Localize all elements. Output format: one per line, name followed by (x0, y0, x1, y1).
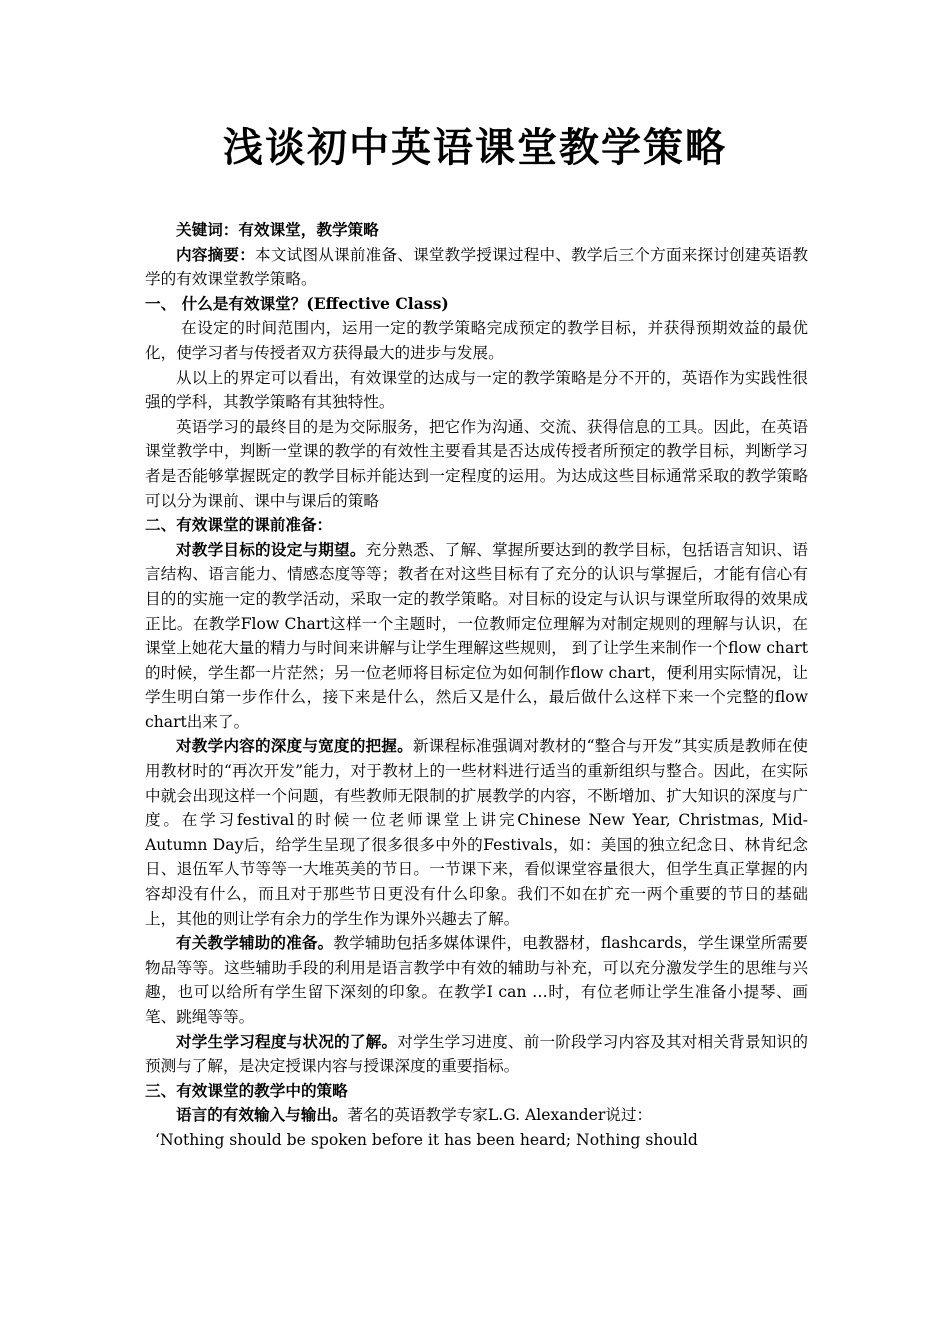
section-2-paragraph-3-lead: 有关教学辅助的准备。 (176, 933, 334, 953)
section-2-paragraph-2-lead: 对教学内容的深度与宽度的把握。 (176, 736, 413, 756)
section-3-paragraph-1-lead: 语言的有效输入与输出。 (176, 1105, 348, 1125)
section-3-heading: 三、有效课堂的教学中的策略 (145, 1080, 348, 1100)
document-title: 浅谈初中英语课堂教学策略 (223, 124, 727, 171)
keywords-line: 关键词：有效课堂，教学策略 (176, 220, 379, 239)
section-3-paragraph-1 (145, 1103, 808, 1128)
section-2-paragraph-4 (145, 1030, 808, 1079)
section-1-paragraph-2: 从以上的界定可以看出，有效课堂的达成与一定的教学策略是分不开的，英语作为实践性很强的学科，其教学策略有其独特性。 (145, 368, 808, 412)
document-body (145, 218, 808, 1153)
section-2-paragraph-4-text: 对学生学习进度、前一阶段学习内容及其对相关背景知识的预测与了解，是决定授课内容与授课深度的重要指标。 (145, 1032, 808, 1076)
section-2-paragraph-3-text: 教学辅助包括多媒体课件，电教器材，flashcards，学生课堂所需要物品等等。这些辅助手段的利用是语言教学中有效的辅助与补充，可以充分激发学生的思维与兴趣，也可以给所有学生留下深刻的印象。在教学I can …时，有位老师让学生准备小提琴、画笔、跳绳等等。 (145, 934, 808, 1026)
section-2-paragraph-1 (145, 538, 808, 735)
section-1-paragraph-1: 在设定的时间范围内，运用一定的教学策略完成预定的教学目标，并获得预期效益的最优化，使学习者与传授者双方获得最大的进步与发展。 (145, 319, 808, 362)
section-2-heading: 二、有效课堂的课前准备： (145, 515, 333, 535)
section-3-quote: ‘Nothing should be spoken before it has been heard; Nothing should (155, 1130, 698, 1149)
section-2-paragraph-2-text: 新课程标准强调对教材的“整合与开发”其实质是教师在使用教材时的“再次开发”能力，对于教材上的一些材料进行适当的重新组织与整合。因此，在实际中就会出现这样一个问题，有些教师无限制的扩展教学的内容，不断增加、扩大知识的深度与广度。在学习festival的时候一位老师课堂上讲完Chinese New Year, Christmas, Mid-Autumn Day后，给学生呈现了很多很多中外的Festivals，如：美国的独立纪念日、林肯纪念日、退伍军人节等等一大堆英美的节日。一节课下来，看似课堂容量很大，但学生真正掌握的内容却没有什么，而且对于那些节日更没有什么印象。我们不如在扩充一两个重要的节日的基础上，其他的则让学有余力的学生作为课外兴趣去了解。 (145, 737, 808, 928)
abstract-paragraph (145, 243, 808, 292)
section-2-paragraph-4-lead: 对学生学习程度与状况的了解。 (176, 1031, 398, 1051)
section-2-paragraph-2 (145, 734, 808, 931)
section-3-paragraph-1-text: 著名的英语教学专家L.G. Alexander说过： (347, 1106, 653, 1125)
section-2-paragraph-3 (145, 931, 808, 1029)
abstract-text: 本文试图从课前准备、课堂教学授课过程中、教学后三个方面来探讨创建英语教学的有效课堂教学策略。 (145, 245, 808, 289)
section-1-paragraph-3: 英语学习的最终目的是为交际服务，把它作为沟通、交流、获得信息的工具。因此，在英语课堂教学中，判断一堂课的教学的有效性主要看其是否达成传授者所预定的教学目标，判断学习者是否能够掌握既定的教学目标并能达到一定程度的运用。为达成这些目标通常采取的教学策略可以分为课前、课中与课后的策略 (145, 417, 808, 510)
section-2-paragraph-1-lead: 对教学目标的设定与期望。 (176, 539, 366, 559)
section-2-paragraph-1-text: 充分熟悉、了解、掌握所要达到的教学目标，包括语言知识、语言结构、语言能力、情感态度等等；教者在对这些目标有了充分的认识与掌握后，才能有信心有目的的实施一定的教学活动，采取一定的教学策略。对目标的设定与认识与课堂所取得的效果成正比。在教学Flow Chart这样一个主题时，一位教师定位理解为对制定规则的理解与认识，在课堂上她花大量的精力与时间来讲解与让学生理解这些规则， 到了让学生来制作一个flow chart的时候，学生都一片茫然；另一位老师将目标定位为如何制作flow chart，便利用实际情况，让学生明白第一步作什么，接下来是什么，然后又是什么，最后做什么这样下来一个完整的flow chart出来了。 (145, 540, 808, 731)
section-1-heading: 一、 什么是有效课堂？(Effective Class) (145, 293, 449, 313)
abstract-label: 内容摘要： (176, 244, 256, 264)
